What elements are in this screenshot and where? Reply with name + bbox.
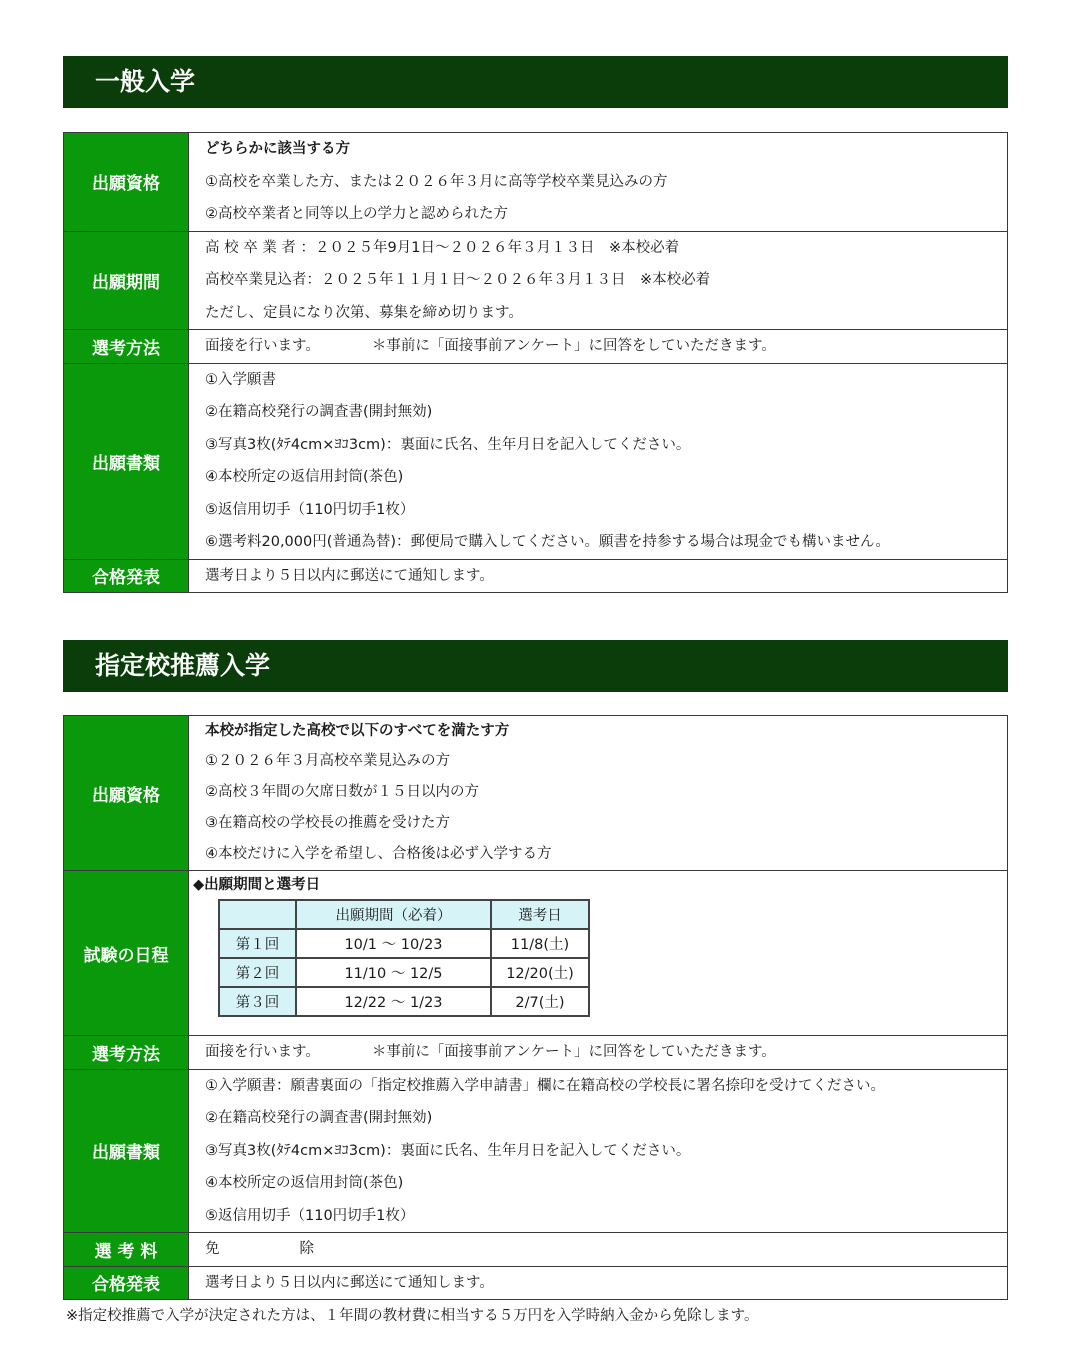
schedule-round: 第３回 xyxy=(219,987,296,1016)
fee-row xyxy=(64,1233,1008,1267)
row-label: 合格発表 xyxy=(64,1266,189,1300)
row-label: 選考方法 xyxy=(64,1036,189,1070)
method-main: 面接を行います。 xyxy=(205,338,320,354)
result-row xyxy=(64,559,1008,593)
row-content xyxy=(189,871,1008,1036)
document-item: ④本校所定の返信用封筒(茶色) xyxy=(205,469,404,485)
fee-text xyxy=(205,1233,1007,1266)
document-item: ②在籍高校発行の調査書(開封無効) xyxy=(205,1110,433,1126)
schedule-corner-cell xyxy=(219,900,296,929)
schedule-date: 11/8(土) xyxy=(491,929,589,958)
method-text xyxy=(205,330,1007,363)
documents-row xyxy=(64,363,1008,559)
schedule-period: 11/10 ～ 12/5 xyxy=(296,958,491,987)
schedule-date: 2/7(土) xyxy=(491,987,589,1016)
method-text xyxy=(205,1036,1007,1069)
row-label: 出願書類 xyxy=(64,1069,189,1233)
qualification-intro: 本校が指定した高校で以下のすべてを満たす方 xyxy=(205,723,510,739)
schedule-col-period: 出願期間（必着） xyxy=(296,900,491,929)
general-admission-table xyxy=(63,132,1008,593)
row-label: 選考方法 xyxy=(64,330,189,364)
schedule-row-2 xyxy=(219,958,589,987)
row-label: 合格発表 xyxy=(64,559,189,593)
row-content xyxy=(189,716,1008,871)
schedule-period: 12/22 ～ 1/23 xyxy=(296,987,491,1016)
qualification-row xyxy=(64,716,1008,871)
document-item: ②在籍高校発行の調査書(開封無効) xyxy=(205,404,433,420)
schedule-row-3 xyxy=(219,987,589,1016)
document-item: ④本校所定の返信用封筒(茶色) xyxy=(205,1175,404,1191)
period-item: ただし、定員になり次第、募集を締め切ります。 xyxy=(205,304,523,321)
row-label: 試験の日程 xyxy=(64,871,189,1036)
designated-admission-heading: 指定校推薦入学 xyxy=(63,640,1008,692)
qualification-item: ②高校卒業者と同等以上の学力と認められた方 xyxy=(205,206,508,222)
row-label: 出願資格 xyxy=(64,716,189,871)
qualification-item: ③在籍高校の学校長の推薦を受けた方 xyxy=(205,815,450,831)
row-content xyxy=(189,231,1008,330)
period-item: 高校卒業見込者：２０２５年１１月１日～２０２６年３月１３日 ※本校必着 xyxy=(205,272,711,288)
result-row xyxy=(64,1266,1008,1300)
schedule-heading: ◆出願期間と選考日 xyxy=(193,877,321,893)
schedule-round: 第１回 xyxy=(219,929,296,958)
method-note: ＊事前に「面接事前アンケート」に回答をしていただきます。 xyxy=(371,338,776,354)
schedule-round: 第２回 xyxy=(219,958,296,987)
document-item: ③写真3枚(ﾀﾃ4cm×ﾖｺ3cm)：裏面に氏名、生年月日を記入してください。 xyxy=(205,1142,691,1159)
row-label: 出願書類 xyxy=(64,363,189,559)
footnote: ※指定校推薦で入学が決定された方は、１年間の教材費に相当する５万円を入学時納入金から免除します。 xyxy=(66,1308,759,1324)
row-label: 出願期間 xyxy=(64,231,189,330)
period-row xyxy=(64,231,1008,330)
qualification-item: ②高校３年間の欠席日数が１５日以内の方 xyxy=(205,784,479,800)
row-content xyxy=(189,1036,1008,1070)
document-item: ⑤返信用切手（110円切手1枚） xyxy=(205,501,415,518)
row-content xyxy=(189,1069,1008,1233)
qualification-intro: どちらかに該当する方 xyxy=(205,141,350,157)
document-item: ⑥選考料20,000円(普通為替)：郵便局で購入してください。願書を持参する場合は現金でも構いません。 xyxy=(205,534,890,550)
fee-text-b: 除 xyxy=(299,1241,314,1257)
method-note: ＊事前に「面接事前アンケート」に回答をしていただきます。 xyxy=(371,1044,776,1060)
qualification-row xyxy=(64,133,1008,232)
row-label: 出願資格 xyxy=(64,133,189,232)
schedule-row-1 xyxy=(219,929,589,958)
row-content xyxy=(189,330,1008,364)
schedule-row xyxy=(64,871,1008,1036)
schedule-col-date: 選考日 xyxy=(491,900,589,929)
schedule-period: 10/1 ～ 10/23 xyxy=(296,929,491,958)
schedule-header-row xyxy=(219,900,589,929)
general-admission-heading: 一般入学 xyxy=(63,56,1008,108)
qualification-item: ①高校を卒業した方、または２０２６年３月に高等学校卒業見込みの方 xyxy=(205,173,668,190)
document-item: ⑤返信用切手（110円切手1枚） xyxy=(205,1207,415,1224)
row-content xyxy=(189,1266,1008,1300)
period-item: 高 校 卒 業 者 ：２０２５年9月1日～２０２６年３月１３日 ※本校必着 xyxy=(205,239,680,256)
row-content xyxy=(189,133,1008,232)
method-row xyxy=(64,1036,1008,1070)
schedule-table xyxy=(218,899,590,1017)
document-item: ①入学願書 xyxy=(205,371,276,388)
row-content xyxy=(189,1233,1008,1267)
fee-text-a: 免 xyxy=(205,1241,220,1257)
document-item: ③写真3枚(ﾀﾃ4cm×ﾖｺ3cm)：裏面に氏名、生年月日を記入してください。 xyxy=(205,436,691,453)
method-row xyxy=(64,330,1008,364)
documents-row xyxy=(64,1069,1008,1233)
result-text: 選考日より５日以内に郵送にて通知します。 xyxy=(205,567,494,584)
qualification-item: ①２０２６年３月高校卒業見込みの方 xyxy=(205,753,450,769)
document-item: ①入学願書：願書裏面の「指定校推薦入学申請書」欄に在籍高校の学校長に署名捺印を受けてください。 xyxy=(205,1077,885,1094)
qualification-item: ④本校だけに入学を希望し、合格後は必ず入学する方 xyxy=(205,846,552,862)
result-text: 選考日より５日以内に郵送にて通知します。 xyxy=(205,1274,494,1291)
row-content xyxy=(189,363,1008,559)
designated-admission-table xyxy=(63,715,1008,1300)
row-content xyxy=(189,559,1008,593)
row-label: 選 考 料 xyxy=(64,1233,189,1267)
schedule-date: 12/20(土) xyxy=(491,958,589,987)
method-main: 面接を行います。 xyxy=(205,1044,320,1060)
